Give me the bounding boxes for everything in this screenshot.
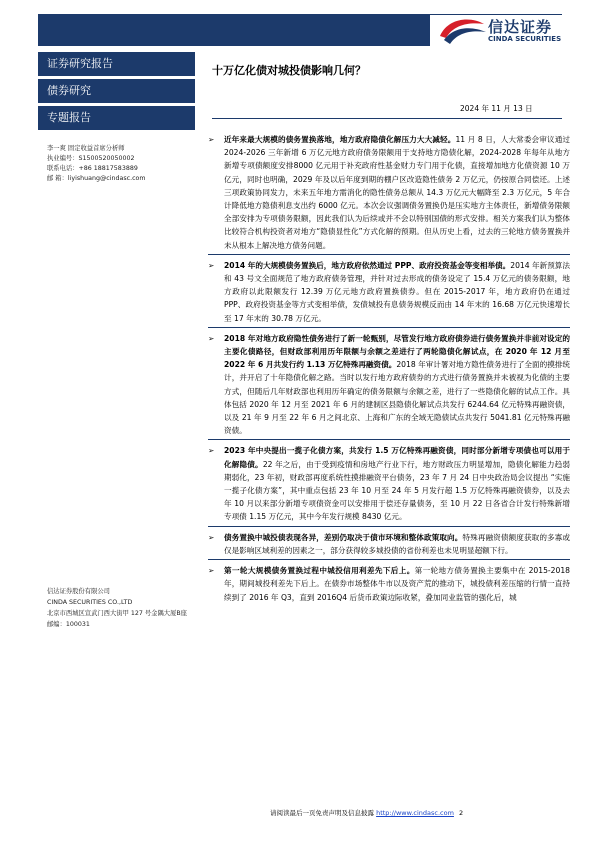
company-name-en: CINDA SECURITIES CO.,LTD (47, 599, 133, 606)
analyst-email-line: 邮 箱：liyishuang@cindasc.com (47, 175, 146, 182)
report-title: 十万亿化债对城投债影响几何？ (212, 64, 366, 77)
arrow-bullet-icon: ➢ (208, 260, 215, 270)
company-info (47, 586, 192, 630)
divider (208, 254, 570, 255)
summary-bullets (208, 133, 570, 604)
company-name-cn: 信达证券股份有限公司 (47, 588, 110, 595)
bullet-heading: 2023 年中央提出一揽子化债方案，共发行 1.5 万亿特殊再融资债，同时部分新增专项债也可以用于化解隐债。 (224, 446, 570, 469)
divider (208, 327, 570, 328)
bullet-body: 2018 年审计署对地方隐性债务进行了全面的摸排统计，并开启了十年隐债化解之路。当时以发行地方政府债券的方式进行债务置换并未被视为化债的主要方式，但随后几年财政部也利用历年确定的债务限额与余额之差，进行了一些隐债化解的试点工作。具体包括 2020 年 12 月至 2021 年 6 月的建制区县隐债化解试点共发行 6244.64 亿元特殊再融资债，以及 21 年 9 月至 22 年 6 月之间北京、上海和广东的全域无隐债试点共发行 5041.81 亿元特殊再融资债。 (224, 360, 570, 436)
bullet-heading: 债务置换中城投债表现各异，差别仍取决于债市环境和整体政策取向。 (224, 532, 463, 542)
list-item (208, 531, 570, 557)
analyst-name-line: 李一爽 固定收益首席分析师 (47, 145, 125, 152)
list-item (208, 332, 570, 438)
logo-en-text: CINDA SECURITIES (488, 35, 562, 43)
website-link[interactable]: http://www.cindasc.com (376, 809, 454, 817)
bullet-heading: 第一轮大规模债务置换过程中城投信用利差先下后上。 (224, 566, 415, 576)
arrow-bullet-icon: ➢ (208, 446, 215, 456)
sidebar (38, 52, 195, 133)
bullet-body: 第一轮地方债务置换主要集中在 2015-2018 年，期间城投利差先下后上。在债券市场整体牛市以及资产荒的推动下，城投债利差压缩的行情一直持续到了 2016 年 Q3，直到 2016Q4 后货币政策边际收紧，叠加同业监管的强化后，城 (224, 566, 570, 602)
arrow-bullet-icon: ➢ (208, 333, 215, 343)
bullet-heading: 2018 年对地方政府隐性债务进行了新一轮甄别，尽管发行地方政府债券进行债务置换并非前对设定的主要化债路径，但财政部利用历年限额与余额之差进行了两轮隐债化解试点，在 2020 年 12 月至 2022 年 6 月共发行约 1.13 万亿特殊再融资债。 (224, 333, 570, 370)
sidebar-tab-bond-research: 债券研究 (38, 79, 195, 103)
analyst-info (47, 144, 146, 184)
bullet-body: 特殊再融资债额度获取的多寡或仅是影响区域利差的因素之一，部分获得较多城投债的省份利差也未见明显超额下行。 (224, 532, 570, 555)
logo-emblem-icon (436, 14, 488, 48)
bullet-body: 2014 年新预算法和 43 号文全面规范了地方政府债务管理，并针对过去形成的债务设定了 15.4 万亿元的债务限额，地方政府以此限额发行 12.39 万亿元地方政府置换债券。但在 2015-2017 年，地方政府仍在通过 PPP、政府投资基金等方式变相举债，发债城投有息债务规模反而由 14 年末的 16.68 万亿元快速增长至 17 年末的 30.78 万亿元。 (224, 260, 570, 323)
sidebar-tab-special-report: 专题报告 (38, 106, 195, 130)
bullet-body: 11 月 8 日，人大常委会审议通过 2024-2026 三年新增 6 万亿元地方政府债务限额用于支持地方隐债化解，2024-2028 年每年从地方新增专项债额度安排8000 亿元用于补充政府性基金财力专门用于化债，直接增加地方化债资源 10 万亿元，同时也明确，2029 年及以后年度到期的棚户区改造隐性债务 2 万亿元，仍按原合同偿还。上述三项政策协同发力，未来五年地方需消化的隐性债务总额从 14.3 万亿元大幅降至 2.3 万亿元，5 年合计降低地方隐债利息支出约 6000 亿元。本次会议强调债务置换仍是压实地方主体责任，新增债务限额全部安排为专项债务限额，因此我们认为后续或并不会以特别国债的形式安排。相关方案我们认为整体比较符合机构投资者对地方“隐债显性化”方式化解的预期。但从历史上看，过去的三轮地方债务置换并未从根本上解决地方债务问题。 (224, 135, 571, 250)
divider (208, 559, 570, 560)
title-rule (212, 118, 562, 119)
list-item (208, 133, 570, 252)
divider (208, 439, 570, 440)
header-bar (38, 14, 430, 46)
disclaimer-text: 请阅读最后一页免责声明及信息披露 (270, 809, 374, 817)
report-date: 2024 年 11 月 13 日 (460, 104, 533, 113)
list-item (208, 564, 570, 604)
arrow-bullet-icon: ➢ (208, 135, 215, 144)
company-logo (436, 14, 566, 48)
page-footer (270, 808, 463, 817)
analyst-license-line: 执业编号：S1500520050002 (47, 155, 135, 162)
list-item (208, 259, 570, 325)
company-address: 北京市西城区宣武门西大街甲 127 号金隅大厦B座 (47, 610, 187, 617)
bullet-heading: 近年来最大规模的债务置换落地，地方政府隐债化解压力大大减轻。 (224, 135, 456, 144)
company-postcode: 邮编：100031 (47, 621, 90, 628)
bullet-body: 22 年之后，由于受到疫情和房地产行业下行，地方财政压力明显增加，隐债化解能力趋弱期弱化，23 年初，财政部再度系统性摸排融资平台债务，23 年 7 月 24 日中央政治局会议提出 “实施一揽子化债方案”，其中重点包括 23 年 10 月至 24 年 5 月发行超 1.5 万亿特殊再融资债券，以及去年 10 月以来部分新增专项债资金可以安排用于偿还存量债务，至 10 月 22 日各省合计发行特殊新增专项债 1.15 万亿元，其中今年发行规模 8430 亿元。 (224, 459, 570, 522)
divider (208, 526, 570, 527)
analyst-phone-line: 联系电话：+86 18817583889 (47, 165, 138, 172)
arrow-bullet-icon: ➢ (208, 566, 215, 576)
arrow-bullet-icon: ➢ (208, 532, 215, 542)
sidebar-tab-securities-research: 证券研究报告 (38, 52, 195, 76)
bullet-heading: 2014 年的大规模债务置换后，地方政府依然通过 PPP、政府投资基金等变相举债。 (224, 260, 511, 270)
list-item (208, 444, 570, 523)
logo-cn-text: 信达证券 (488, 18, 553, 36)
page-number: 2 (459, 809, 464, 817)
